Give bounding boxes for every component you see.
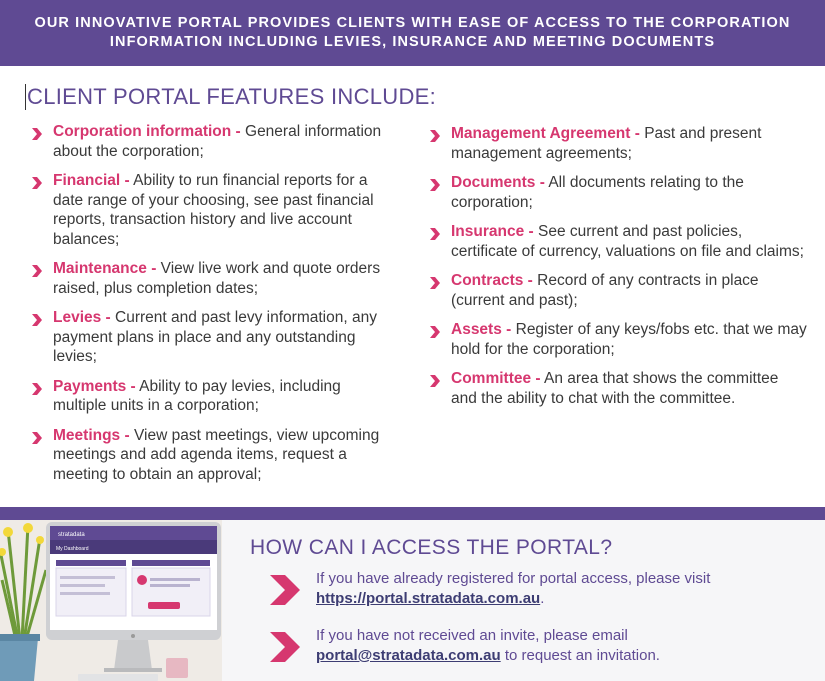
feature-name: Meetings - (53, 426, 130, 444)
feature-name: Levies - (53, 309, 111, 326)
access-item-invite (268, 626, 776, 666)
section-divider (0, 507, 825, 520)
feature-name: Financial - (53, 172, 130, 189)
feature-name: Management Agreement - (451, 125, 640, 142)
feature-name: Maintenance - (53, 260, 157, 277)
feature-item (30, 259, 395, 298)
access-title: HOW CAN I ACCESS THE PORTAL? (250, 536, 613, 559)
feature-desc: View past meetings, view upcoming meetings and add agenda items, request a meeting to obtain an approval; (53, 426, 380, 483)
feature-name: Assets - (451, 321, 512, 338)
feature-desc: Past and present management agreements; (451, 125, 762, 162)
monitor-dashboard-label: My Dashboard (56, 546, 89, 552)
chevron-right-icon (30, 176, 44, 190)
feature-item (428, 124, 808, 163)
feature-desc: Ability to run financial reports for a date range of your choosing, see past financial reports, transaction history and live account balances; (53, 172, 374, 248)
chevron-right-icon (268, 573, 302, 607)
feature-item (30, 308, 395, 367)
monitor-brand: stratadata (58, 532, 85, 538)
features-title: CLIENT PORTAL FEATURES INCLUDE: (27, 84, 437, 109)
feature-desc: See current and past policies, certificate of currency, valuations on file and claims; (451, 223, 804, 260)
feature-item (428, 369, 808, 408)
feature-item (30, 377, 395, 416)
chevron-right-icon (428, 374, 442, 388)
chevron-right-icon (428, 325, 442, 339)
access-text-1-end: . (540, 590, 545, 607)
feature-item (428, 222, 808, 261)
feature-name: Insurance - (451, 223, 534, 240)
feature-name: Committee - (451, 370, 541, 387)
feature-name: Contracts - (451, 272, 533, 289)
banner-line-2: INFORMATION INCLUDING LEVIES, INSURANCE AND MEETING DOCUMENTS (109, 34, 716, 50)
access-text-2-end: to request an invitation. (500, 647, 660, 664)
chevron-right-icon (428, 178, 442, 192)
chevron-right-icon (428, 129, 442, 143)
features-left-column (30, 122, 395, 494)
feature-item (30, 426, 395, 485)
feature-item (428, 320, 808, 359)
access-text-2: If you have not received an invite, please email (316, 627, 628, 644)
feature-item (30, 171, 395, 249)
chevron-right-icon (268, 630, 302, 664)
feature-item (30, 122, 395, 161)
feature-desc: General information about the corporation; (53, 123, 382, 160)
feature-name: Corporation information - (53, 123, 241, 140)
portal-email-link[interactable]: portal@stratadata.com.au (316, 647, 501, 664)
feature-item (428, 173, 808, 212)
feature-name: Documents - (451, 174, 545, 191)
banner-line-1: OUR INNOVATIVE PORTAL PROVIDES CLIENTS WITH EASE OF ACCESS TO THE CORPORATION (34, 15, 791, 31)
feature-desc: Ability to pay levies, including multiple units in a corporation; (53, 377, 341, 414)
feature-desc: An area that shows the committee and the ability to chat with the committee. (451, 370, 779, 407)
feature-item (428, 271, 808, 310)
feature-desc: Register of any keys/fobs etc. that we may hold for the corporation; (451, 321, 807, 358)
access-item-registered (268, 569, 776, 609)
access-text-1: If you have already registered for portal access, please visit (316, 570, 711, 587)
chevron-right-icon (30, 382, 44, 396)
top-banner (0, 0, 825, 66)
feature-desc: Record of any contracts in place (current and past); (451, 272, 759, 309)
chevron-right-icon (30, 264, 44, 278)
feature-name: Payments - (53, 377, 136, 395)
computer-photo (0, 520, 222, 681)
feature-desc: View live work and quote orders raised, plus completion dates; (53, 260, 381, 297)
chevron-right-icon (428, 227, 442, 241)
feature-desc: All documents relating to the corporation; (451, 174, 744, 211)
chevron-right-icon (30, 431, 44, 445)
chevron-right-icon (30, 313, 44, 327)
features-right-column (428, 124, 808, 418)
chevron-right-icon (428, 276, 442, 290)
portal-link[interactable]: https://portal.stratadata.com.au (316, 590, 541, 607)
feature-desc: Current and past levy information, any payment plans in place and any outstanding levies; (53, 309, 377, 365)
chevron-right-icon (30, 127, 44, 141)
